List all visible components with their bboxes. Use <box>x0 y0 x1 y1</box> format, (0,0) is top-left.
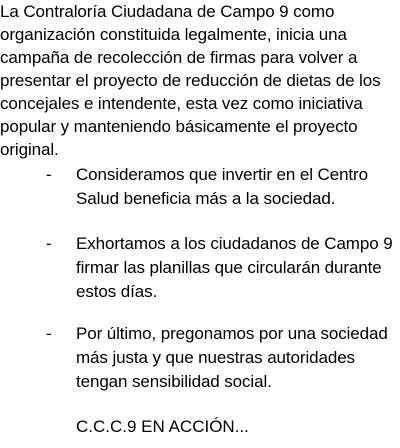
list-item-line: tengan sensibilidad social. <box>76 372 272 391</box>
intro-line: original. <box>0 140 59 159</box>
bullet-dash: - <box>46 234 52 253</box>
list-item-text <box>76 163 368 211</box>
intro-line: organización constituida legalmente, inicia una <box>0 25 347 44</box>
list-item-line: Exhortamos a los ciudadanos de Campo 9 <box>76 234 393 253</box>
list-item-line: Consideramos que invertir en el Centro <box>76 165 368 184</box>
list-item-text <box>76 322 388 394</box>
intro-line: popular y manteniendo básicamente el proyecto <box>0 117 358 136</box>
list-item-line: Salud beneficia más a la sociedad. <box>76 189 336 208</box>
list-item-line: Por último, pregonamos por una sociedad <box>76 324 388 343</box>
list-item-line: firmar las planillas que circularán durante <box>76 258 382 277</box>
bullet-dash: - <box>46 324 52 343</box>
intro-line: concejales e intendente, esta vez como iniciativa <box>0 94 363 113</box>
list-item-text <box>76 232 393 304</box>
intro-paragraph <box>0 0 398 161</box>
intro-line: La Contraloría Ciudadana de Campo 9 como <box>0 2 335 21</box>
list-item-line: estos días. <box>76 282 158 301</box>
intro-line: presentar el proyecto de reducción de dietas de los <box>0 71 381 90</box>
list-item-line: más justa y que nuestras autoridades <box>76 348 355 367</box>
intro-line: campaña de recolección de firmas para volver a <box>0 48 358 67</box>
signature-line: C.C.C.9 EN ACCIÓN... <box>76 417 249 436</box>
bullet-dash: - <box>46 165 52 184</box>
